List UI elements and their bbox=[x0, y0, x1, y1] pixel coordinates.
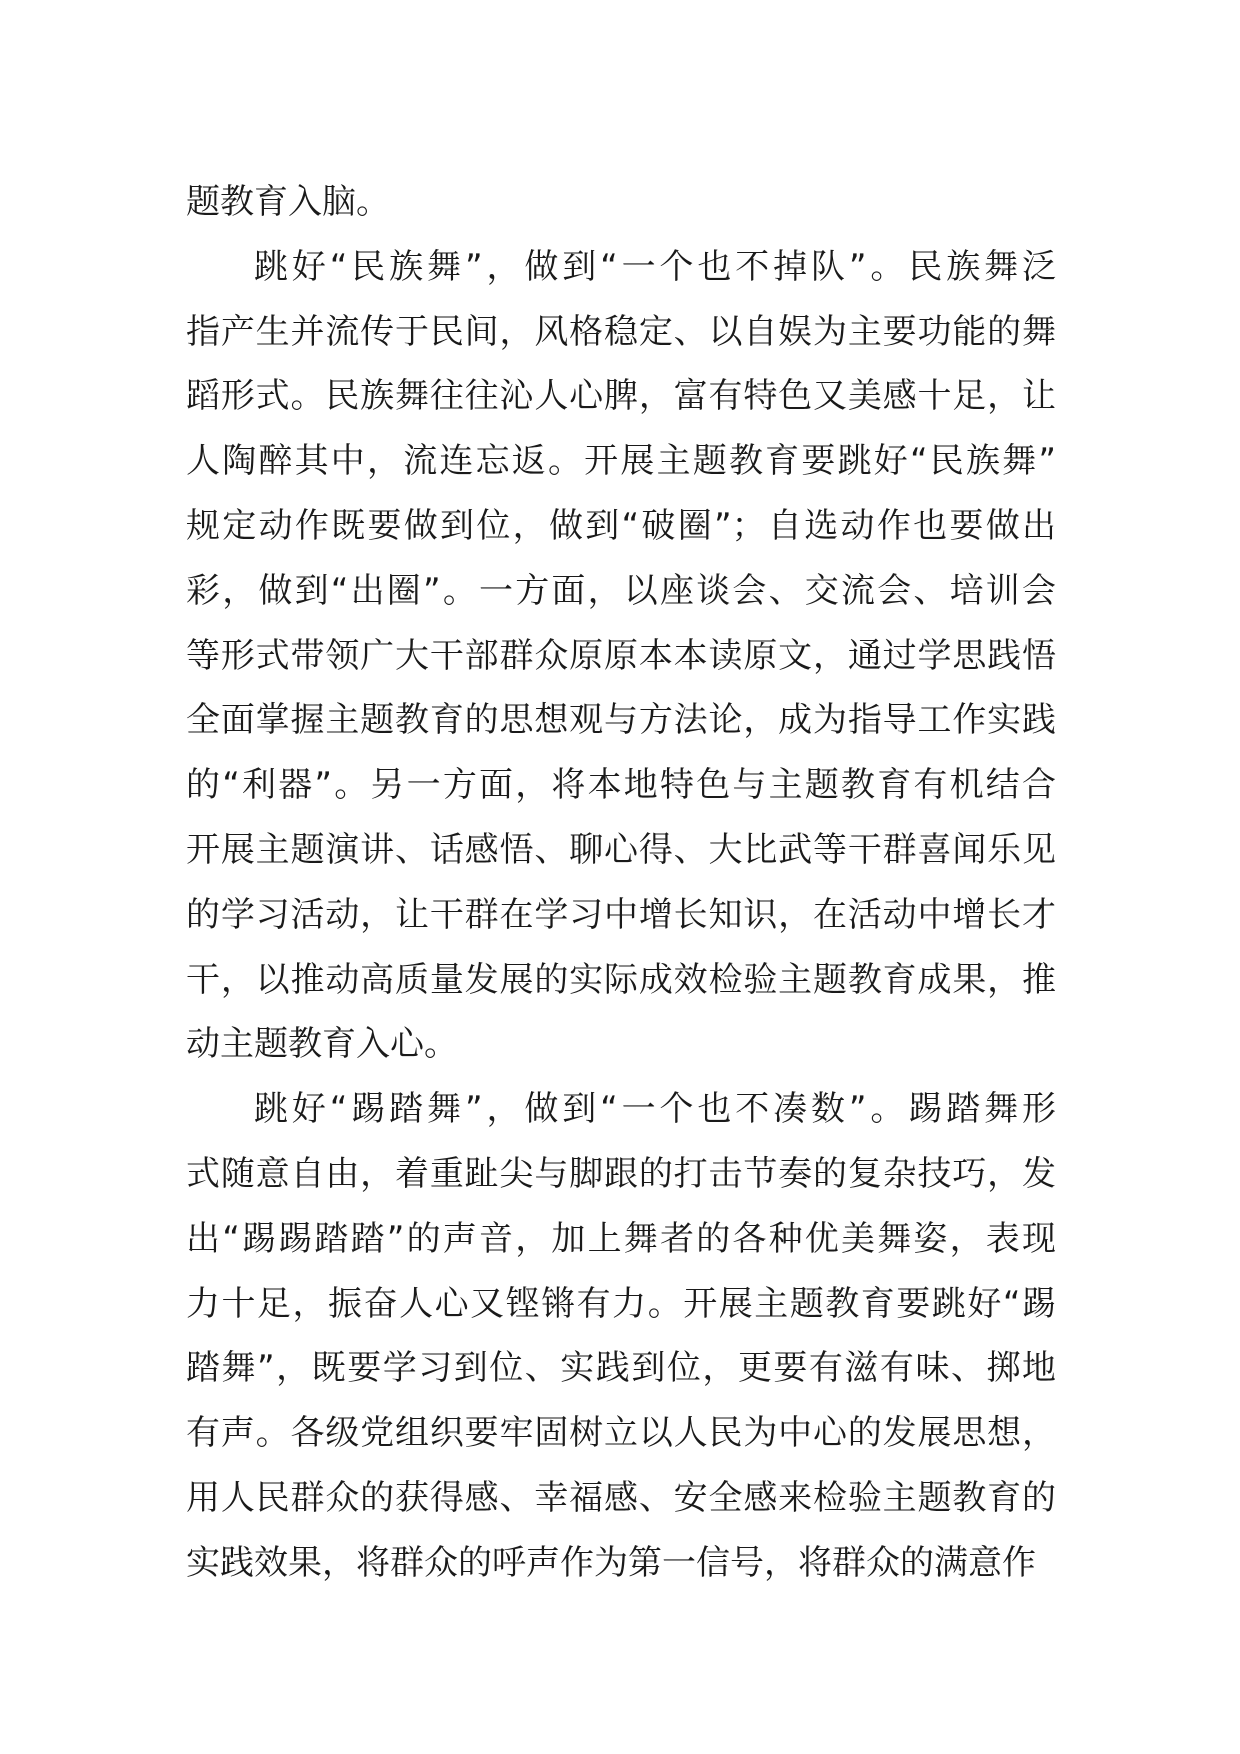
text-line: 全面掌握主题教育的思想观与方法论，成为指导工作实践 bbox=[186, 700, 1056, 741]
text-line: 出“踢踢踏踏”的声音，加上舞者的各种优美舞姿，表现 bbox=[186, 1218, 1056, 1259]
text-line: 跳好“民族舞”，做到“一个也不掉队”。民族舞泛 bbox=[254, 246, 1056, 287]
text-line: 指产生并流传于民间，风格稳定、以自娱为主要功能的舞 bbox=[186, 311, 1056, 352]
text-line: 题教育入脑。 bbox=[186, 182, 390, 222]
text-line: 开展主题演讲、话感悟、聊心得、大比武等干群喜闻乐见 bbox=[186, 829, 1056, 870]
text-line: 式随意自由，着重趾尖与脚跟的打击节奏的复杂技巧，发 bbox=[186, 1153, 1056, 1194]
text-line: 干，以推动高质量发展的实际成效检验主题教育成果，推 bbox=[186, 959, 1056, 1000]
paragraph bbox=[186, 170, 1056, 235]
paragraph bbox=[186, 1077, 1056, 1595]
text-line: 的学习活动，让干群在学习中增长知识，在活动中增长才 bbox=[186, 894, 1056, 935]
document-body bbox=[186, 170, 1056, 1596]
text-line: 用人民群众的获得感、幸福感、安全感来检验主题教育的 bbox=[186, 1477, 1056, 1518]
text-line: 动主题教育入心。 bbox=[186, 1024, 458, 1065]
paragraph bbox=[186, 235, 1056, 1077]
text-line: 有声。各级党组织要牢固树立以人民为中心的发展思想， bbox=[186, 1413, 1056, 1454]
text-line: 的“利器”。另一方面，将本地特色与主题教育有机结合 bbox=[186, 765, 1056, 806]
text-line: 踏舞”，既要学习到位、实践到位，更要有滋有味、掷地 bbox=[186, 1348, 1056, 1389]
text-line: 跳好“踢踏舞”，做到“一个也不凑数”。踢踏舞形 bbox=[254, 1089, 1056, 1130]
text-line: 人陶醉其中，流连忘返。开展主题教育要跳好“民族舞” bbox=[186, 441, 1056, 482]
text-line: 彩，做到“出圈”。一方面，以座谈会、交流会、培训会 bbox=[186, 570, 1056, 611]
text-line: 力十足，振奋人心又铿锵有力。开展主题教育要跳好“踢 bbox=[186, 1283, 1056, 1324]
text-line: 等形式带领广大干部群众原原本本读原文，通过学思践悟 bbox=[186, 635, 1056, 676]
text-line: 规定动作既要做到位，做到“破圈”；自选动作也要做出 bbox=[186, 505, 1056, 546]
text-line: 实践效果，将群众的呼声作为第一信号，将群众的满意作 bbox=[186, 1542, 1036, 1583]
text-line: 蹈形式。民族舞往往沁人心脾，富有特色又美感十足，让 bbox=[186, 376, 1056, 417]
